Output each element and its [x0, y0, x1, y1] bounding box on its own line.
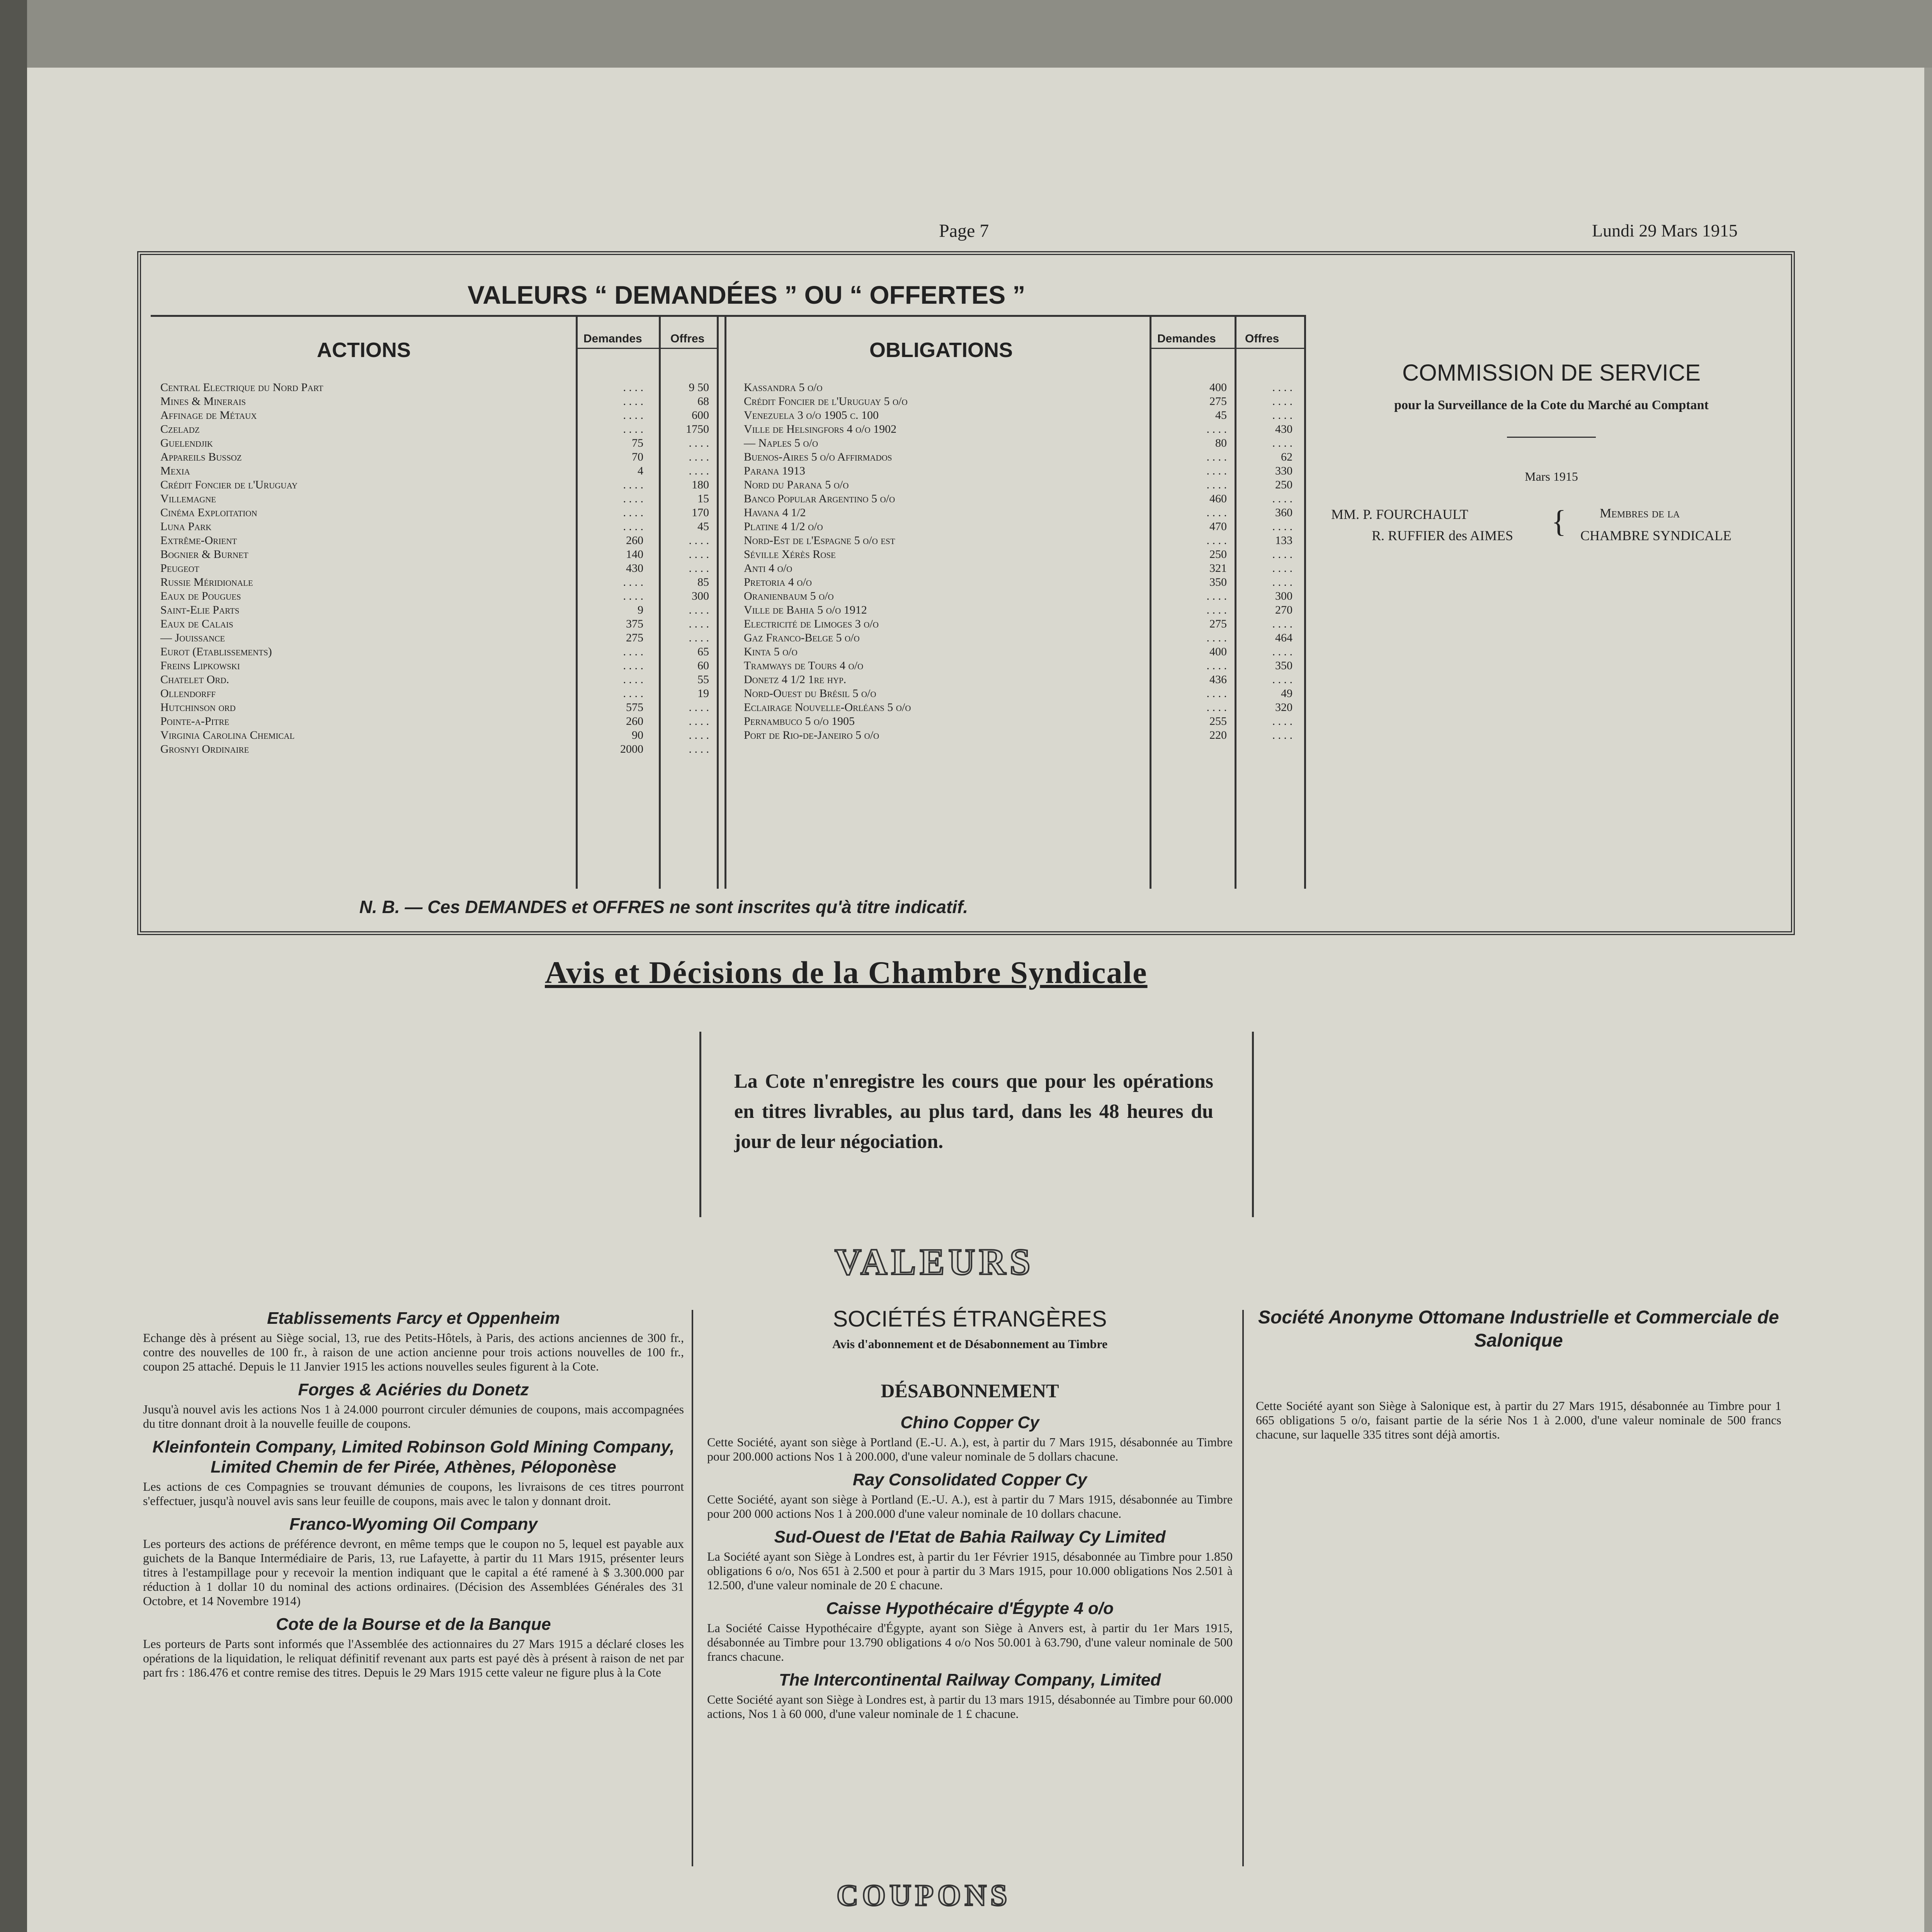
offer-name: Eurot (Etablissements) [160, 645, 272, 658]
offer-name: Platine 4 1/2 o/o [744, 520, 823, 533]
offer-offre: . . . . [689, 715, 709, 728]
article-text: Les actions de ces Compagnies se trouvant démunies de coupons, les livraisons de ces titres pourront s'effectuer, jusqu'à nouvel avis sans leur feuille de coupons, mais avec le talon y donnant droit. [143, 1480, 684, 1508]
offer-demande: . . . . [1206, 701, 1227, 714]
col-demandes-2: Demandes [1157, 332, 1216, 345]
offer-row [744, 534, 1300, 548]
rule [724, 317, 726, 889]
offer-name: Kassandra 5 o/o [744, 381, 823, 394]
offer-offre: . . . . [689, 562, 709, 575]
article-heading: Forges & Aciéries du Donetz [298, 1380, 529, 1399]
offer-demande: 350 [1209, 576, 1227, 588]
offer-name: Parana 1913 [744, 464, 805, 477]
offers-title: VALEURS “ DEMANDÉES ” OU “ OFFERTES ” [468, 281, 1026, 309]
offer-name: Guelendjik [160, 437, 213, 449]
offer-row [744, 575, 1300, 589]
offer-offre: 600 [692, 409, 709, 422]
article-heading: Sud-Ouest de l'Etat de Bahia Railway Cy Limited [774, 1527, 1166, 1546]
offer-row [744, 589, 1300, 603]
offer-demande: 260 [626, 715, 643, 728]
offer-name: Ville de Bahia 5 o/o 1912 [744, 604, 867, 616]
col-demandes: Demandes [583, 332, 642, 345]
offer-demande: 2000 [620, 743, 643, 755]
offer-row [744, 422, 1300, 436]
offer-offre: . . . . [1272, 492, 1293, 505]
offer-offre: 55 [697, 673, 709, 686]
offer-demande: . . . . [623, 381, 643, 394]
offer-name: Port de Rio-de-Janeiro 5 o/o [744, 729, 879, 742]
offer-name: Pernambuco 5 o/o 1905 [744, 715, 855, 728]
offer-demande: 255 [1209, 715, 1227, 728]
divider [151, 315, 1306, 317]
offer-offre: . . . . [689, 534, 709, 547]
offer-row [744, 701, 1300, 714]
offer-row [160, 408, 717, 422]
offer-row [160, 548, 717, 561]
offer-offre: 300 [1275, 590, 1293, 602]
offer-name: Ollendorff [160, 687, 216, 700]
offer-demande: . . . . [1206, 451, 1227, 463]
article-heading: Kleinfontein Company, Limited Robinson Gold Mining Company, Limited Chemin de fer Pirée, Athènes, Péloponèse [152, 1437, 675, 1476]
offer-row [744, 603, 1300, 617]
offer-demande: 375 [626, 617, 643, 630]
offer-demande: . . . . [623, 659, 643, 672]
article-text: Cette Société, ayant son siège à Portland (E.-U. A.), est à partir du 7 Mars 1915, désabonnée au Timbre pour 200 000 actions Nos 1 à 200.000 d'une valeur nominale de 10 dollars chacune. [707, 1492, 1233, 1520]
offer-demande: . . . . [623, 576, 643, 588]
offer-row [744, 714, 1300, 728]
offer-offre: . . . . [1272, 548, 1293, 561]
commission-member-2: R. RUFFIER des AIMES [1372, 528, 1514, 543]
offer-offre: . . . . [689, 617, 709, 630]
offer-name: Tramways de Tours 4 o/o [744, 659, 864, 672]
offer-demande: . . . . [1206, 631, 1227, 644]
offer-demande: . . . . [1206, 534, 1227, 547]
offer-name: Kinta 5 o/o [744, 645, 798, 658]
offer-offre: 464 [1275, 631, 1293, 644]
offer-name: Extrême-Orient [160, 534, 237, 547]
offer-demande: . . . . [623, 395, 643, 408]
offer-offre: 15 [697, 492, 709, 505]
commission-month: Mars 1915 [1525, 469, 1578, 483]
offer-row [744, 548, 1300, 561]
offer-name: Oranienbaum 5 o/o [744, 590, 834, 602]
offer-row [160, 464, 717, 478]
offer-name: Eclairage Nouvelle-Orléans 5 o/o [744, 701, 911, 714]
offer-demande: 575 [626, 701, 643, 714]
offer-offre: . . . . [689, 631, 709, 644]
offer-offre: 250 [1275, 478, 1293, 491]
offer-row [160, 575, 717, 589]
societes-sub: Avis d'abonnement et de Désabonnement au Timbre [832, 1337, 1108, 1351]
offer-offre: 45 [697, 520, 709, 533]
offer-offre: 62 [1281, 451, 1293, 463]
societes-title: SOCIÉTÉS ÉTRANGÈRES [833, 1306, 1107, 1332]
offer-offre: . . . . [1272, 673, 1293, 686]
offer-demande: 70 [632, 451, 643, 463]
offer-offre: . . . . [689, 729, 709, 742]
offer-row [744, 520, 1300, 534]
offer-demande: . . . . [1206, 590, 1227, 602]
issue-date: Lundi 29 Mars 1915 [1592, 221, 1738, 240]
binding-edge [0, 0, 27, 1932]
offer-row [160, 436, 717, 450]
actions-list [160, 381, 717, 756]
offer-name: Nord du Parana 5 o/o [744, 478, 849, 491]
col-offres: Offres [670, 332, 705, 345]
offer-demande: 321 [1209, 562, 1227, 575]
offer-name: Villemagne [160, 492, 216, 505]
rule [717, 317, 719, 889]
offer-row [160, 561, 717, 575]
offer-offre: 49 [1281, 687, 1293, 700]
offer-offre: . . . . [1272, 715, 1293, 728]
offer-offre: 350 [1275, 659, 1293, 672]
offer-row [744, 506, 1300, 520]
offer-demande: 260 [626, 534, 643, 547]
offer-row [160, 589, 717, 603]
offer-row [744, 645, 1300, 659]
offer-offre: . . . . [1272, 729, 1293, 742]
divider [576, 348, 719, 349]
offer-offre: 1750 [686, 423, 709, 435]
offer-demande: 400 [1209, 381, 1227, 394]
offer-name: Séville Xérès Rose [744, 548, 836, 561]
offer-name: Eaux de Calais [160, 617, 233, 630]
divider [1507, 437, 1596, 438]
avis-title: Avis et Décisions de la Chambre Syndicale [545, 955, 1148, 990]
obligations-list [744, 381, 1300, 742]
commission-title: COMMISSION DE SERVICE [1402, 360, 1701, 386]
offer-offre: . . . . [689, 548, 709, 561]
article-text: La Société ayant son Siège à Londres est, à partir du 1er Février 1915, désabonnée au Timbre pour 1.850 obligations 6 o/o, Nos 651 à 2.500 et pour à partir du 3 Mars 1915, pour 10.000 obligations Nos 2.501 à 12.500, d'une valeur nominale de 20 £ chacune. [707, 1549, 1233, 1592]
offer-row [160, 603, 717, 617]
offer-row [744, 673, 1300, 687]
valeurs-mid [707, 1406, 1233, 1721]
offer-row [160, 534, 717, 548]
offer-row [744, 492, 1300, 506]
offer-name: Pretoria 4 o/o [744, 576, 812, 588]
offer-row [744, 631, 1300, 645]
offer-name: Russie Méridionale [160, 576, 253, 588]
offer-demande: . . . . [623, 492, 643, 505]
offer-name: Virginia Carolina Chemical [160, 729, 295, 742]
offer-name: Crédit Foncier de l'Uruguay [160, 478, 298, 491]
offer-name: Donetz 4 1/2 1re hyp. [744, 673, 847, 686]
offer-row [160, 631, 717, 645]
salonique-text: Cette Société ayant son Siège à Salonique est, à partir du 27 Mars 1915, désabonnée au Timbre pour 1 665 obligations 5 o/o, faisant partie de la série Nos 1 à 2.000, d'une valeur nominale de 500 francs chacune, sur laquelle 335 titres sont déjà amortis. [1256, 1399, 1781, 1441]
offer-demande: . . . . [623, 478, 643, 491]
rule [699, 1032, 701, 1217]
offer-name: Venezuela 3 o/o 1905 c. 100 [744, 409, 879, 422]
offer-offre: 320 [1275, 701, 1293, 714]
offer-demande: . . . . [1206, 506, 1227, 519]
offer-row [160, 659, 717, 673]
offer-demande: 250 [1209, 548, 1227, 561]
offer-offre: 19 [697, 687, 709, 700]
offer-offre: 85 [697, 576, 709, 588]
offer-row [160, 395, 717, 408]
offer-name: Grosnyi Ordinaire [160, 743, 249, 755]
offer-demande: . . . . [623, 687, 643, 700]
offer-row [160, 520, 717, 534]
offer-offre: 330 [1275, 464, 1293, 477]
rule [1304, 317, 1306, 889]
article-text: Cette Société ayant son Siège à Londres est, à partir du 13 mars 1915, désabonnée au Timbre pour 60.000 actions, Nos 1 à 60 000, d'une valeur nominale de 1 £ chacune. [707, 1692, 1233, 1721]
offer-offre: 65 [697, 645, 709, 658]
article-heading: Franco-Wyoming Oil Company [289, 1515, 538, 1534]
offer-demande: 4 [638, 464, 643, 477]
offer-offre: 300 [692, 590, 709, 602]
offer-demande: . . . . [1206, 687, 1227, 700]
offer-row [160, 687, 717, 701]
offer-offre: . . . . [689, 464, 709, 477]
offer-offre: 133 [1275, 534, 1293, 547]
article-text: Echange dès à présent au Siège social, 13, rue des Petits-Hôtels, à Paris, des actions anciennes de 300 fr., contre des nouvelles de 100 fr., à raison de une action ancienne pour trois actions nouvelles de 100 fr., coupon 25 attaché. Depuis le 11 Janvier 1915 les actions nouvelles seules figurent à la Cote. [143, 1331, 684, 1373]
offer-offre: . . . . [689, 604, 709, 616]
offer-offre: . . . . [689, 743, 709, 755]
offer-name: Nord-Est de l'Espagne 5 o/o est [744, 534, 895, 547]
article-heading: Etablissements Farcy et Oppenheim [267, 1309, 560, 1328]
offer-demande: 80 [1215, 437, 1227, 449]
offer-demande: . . . . [623, 590, 643, 602]
coupons-title: COUPONS [837, 1878, 1011, 1912]
offer-row [160, 701, 717, 714]
offer-name: Banco Popular Argentino 5 o/o [744, 492, 895, 505]
offer-row [744, 450, 1300, 464]
page-number: Page 7 [939, 221, 989, 241]
offer-row [744, 478, 1300, 492]
offer-offre: . . . . [1272, 381, 1293, 394]
offer-offre: . . . . [1272, 409, 1293, 422]
offer-row [160, 728, 717, 742]
offer-name: Appareils Bussoz [160, 451, 242, 463]
offer-demande: 400 [1209, 645, 1227, 658]
offer-name: Mexia [160, 464, 190, 477]
obligations-heading: OBLIGATIONS [869, 338, 1013, 362]
offer-demande: 275 [626, 631, 643, 644]
article-text: Les porteurs de Parts sont informés que l'Assemblée des actionnaires du 27 Mars 1915 a déclaré closes les opérations de la liquidation, le reliquat définitif revenant aux parts est payé dès à présent à raison de net par part frs : 186.476 et contre remise des titres. Depuis le 29 Mars 1915 cette valeur ne figure plus à la Cote [143, 1637, 684, 1679]
article-heading: Chino Copper Cy [900, 1413, 1039, 1432]
offer-row [160, 422, 717, 436]
offer-offre: 170 [692, 506, 709, 519]
commission-member-1: MM. P. FOURCHAULT [1331, 507, 1468, 522]
offer-row [744, 687, 1300, 701]
offer-demande: 436 [1209, 673, 1227, 686]
avis-notice: La Cote n'enregistre les cours que pour les opérations en titres livrables, au plus tard, dans les 48 heures du jour de leur négociation. [734, 1070, 1213, 1153]
offer-offre: . . . . [1272, 562, 1293, 575]
offer-demande: 275 [1209, 617, 1227, 630]
offer-name: Central Electrique du Nord Part [160, 381, 323, 394]
offer-offre: 60 [697, 659, 709, 672]
article-text: Les porteurs des actions de préférence devront, en même temps que le coupon no 5, lequel est payable aux guichets de la Banque Intermédiaire de Paris, 13, rue Lafayette, à partir du 11 Mars 1915, présenter leurs titres à l'estampillage pour y recevoir la mention indiquant que le capital a été ramené à $ 3.300.000 par réduction à 1 dollar 10 du nominal des actions ordinaires. (Décision des Assemblées Générales des 31 Octobre, et 14 Novembre 1914) [143, 1537, 684, 1608]
offer-name: Ville de Helsingfors 4 o/o 1902 [744, 423, 897, 435]
offer-offre: . . . . [689, 701, 709, 714]
offer-offre: . . . . [1272, 520, 1293, 533]
offer-name: Crédit Foncier de l'Uruguay 5 o/o [744, 395, 908, 408]
offer-demande: 75 [632, 437, 643, 449]
offer-name: Gaz Franco-Belge 5 o/o [744, 631, 860, 644]
offer-demande: 9 [638, 604, 643, 616]
offer-row [744, 617, 1300, 631]
offer-row [160, 617, 717, 631]
offer-row [160, 714, 717, 728]
offer-name: Cinéma Exploitation [160, 506, 257, 519]
offer-demande: 430 [626, 562, 643, 575]
valeurs-left [143, 1302, 684, 1680]
col-offres-2: Offres [1245, 332, 1279, 345]
offer-name: Chatelet Ord. [160, 673, 229, 686]
offer-demande: 220 [1209, 729, 1227, 742]
offer-row [160, 673, 717, 687]
offer-demande: 275 [1209, 395, 1227, 408]
offer-demande: . . . . [1206, 604, 1227, 616]
offer-demande: . . . . [1206, 478, 1227, 491]
offer-demande: 460 [1209, 492, 1227, 505]
offer-demande: . . . . [623, 520, 643, 533]
rule [1252, 1032, 1254, 1217]
offer-name: Bognier & Burnet [160, 548, 248, 561]
page-edge [1924, 68, 1932, 1932]
commission-role-2: CHAMBRE SYNDICALE [1580, 528, 1732, 543]
offer-row [160, 450, 717, 464]
offer-name: Electricité de Limoges 3 o/o [744, 617, 879, 630]
article-text: Jusqu'à nouvel avis les actions Nos 1 à 24.000 pourront circuler démunies de coupons, mais accompagnées du titre donnant droit à la nouvelle feuille de coupons. [143, 1402, 684, 1430]
offer-name: Buenos-Aires 5 o/o Affirmados [744, 451, 892, 463]
offer-name: Nord-Ouest du Brésil 5 o/o [744, 687, 876, 700]
offer-demande: 470 [1209, 520, 1227, 533]
offer-row [160, 742, 717, 756]
offer-row [160, 492, 717, 506]
offer-name: Freins Lipkowski [160, 659, 240, 672]
offer-row [744, 395, 1300, 408]
offer-demande: . . . . [623, 506, 643, 519]
offer-row [160, 506, 717, 520]
offer-name: Saint-Elie Parts [160, 604, 240, 616]
offer-name: Luna Park [160, 520, 212, 533]
rule [692, 1310, 693, 1866]
offer-offre: 180 [692, 478, 709, 491]
offer-demande: . . . . [623, 673, 643, 686]
offer-row [744, 464, 1300, 478]
offer-demande: 140 [626, 548, 643, 561]
offer-name: — Naples 5 o/o [744, 437, 818, 449]
offer-row [744, 728, 1300, 742]
offer-name: Peugeot [160, 562, 199, 575]
offer-row [744, 561, 1300, 575]
offer-name: Pointe-a-Pitre [160, 715, 230, 728]
commission-role-1: Membres de la [1600, 506, 1680, 520]
offer-name: Mines & Minerais [160, 395, 246, 408]
offer-demande: . . . . [623, 645, 643, 658]
offer-offre: 360 [1275, 506, 1293, 519]
divider [1150, 348, 1304, 349]
rule [1242, 1310, 1244, 1866]
offer-row [160, 478, 717, 492]
article-text: La Société Caisse Hypothécaire d'Égypte, ayant son Siège à Anvers est, à partir du 1er Mars 1915, désabonnée au Timbre pour 13.790 obligations 4 o/o Nos 50.001 à 63.790, d'une valeur nominale de 500 francs chacune. [707, 1621, 1233, 1663]
offer-name: Eaux de Pougues [160, 590, 241, 602]
desabonnement-heading: DÉSABONNEMENT [881, 1380, 1059, 1401]
article-heading: Caisse Hypothécaire d'Égypte 4 o/o [826, 1599, 1114, 1618]
offer-offre: . . . . [1272, 576, 1293, 588]
offer-row [744, 408, 1300, 422]
offer-row [160, 645, 717, 659]
offer-row [744, 381, 1300, 395]
article-heading: Cote de la Bourse et de la Banque [276, 1615, 551, 1634]
offer-name: Hutchinson ord [160, 701, 236, 714]
actions-heading: ACTIONS [317, 338, 411, 362]
offer-offre: . . . . [689, 451, 709, 463]
article-heading: Ray Consolidated Copper Cy [852, 1470, 1087, 1489]
offer-offre: 68 [697, 395, 709, 408]
offer-offre: . . . . [689, 437, 709, 449]
commission-subtitle: pour la Surveillance de la Cote du Marché au Comptant [1394, 398, 1709, 412]
offer-demande: . . . . [623, 423, 643, 435]
offers-note: N. B. — Ces DEMANDES et OFFRES ne sont inscrites qu'à titre indicatif. [359, 897, 968, 917]
offer-offre: . . . . [1272, 617, 1293, 630]
valeurs-title: VALEURS [835, 1241, 1034, 1282]
offer-demande: . . . . [1206, 464, 1227, 477]
offer-offre: . . . . [1272, 437, 1293, 449]
offer-offre: 430 [1275, 423, 1293, 435]
offer-offre: 270 [1275, 604, 1293, 616]
offer-demande: . . . . [623, 409, 643, 422]
offer-demande: . . . . [1206, 659, 1227, 672]
offer-row [744, 659, 1300, 673]
offer-row [744, 436, 1300, 450]
offer-name: Havana 4 1/2 [744, 506, 806, 519]
offer-demande: . . . . [1206, 423, 1227, 435]
brace: { [1551, 505, 1566, 539]
offer-row [160, 381, 717, 395]
salonique-heading: Société Anonyme Ottomane Industrielle et Commerciale de Salonique [1258, 1307, 1779, 1351]
offer-offre: . . . . [1272, 395, 1293, 408]
offer-name: Czeladz [160, 423, 200, 435]
offer-demande: 45 [1215, 409, 1227, 422]
offer-name: — Jouissance [160, 631, 225, 644]
offer-name: Affinage de Métaux [160, 409, 257, 422]
offer-offre: 9 50 [689, 381, 709, 394]
article-text: Cette Société, ayant son siège à Portland (E.-U. A.), est, à partir du 7 Mars 1915, désabonnée au Timbre pour 200.000 actions Nos 1 à 200.000, d'une valeur nominale de 5 dollars chacune. [707, 1435, 1233, 1463]
offer-offre: . . . . [1272, 645, 1293, 658]
article-heading: The Intercontinental Railway Company, Limited [779, 1670, 1161, 1689]
offer-name: Anti 4 o/o [744, 562, 793, 575]
offer-demande: 90 [632, 729, 643, 742]
